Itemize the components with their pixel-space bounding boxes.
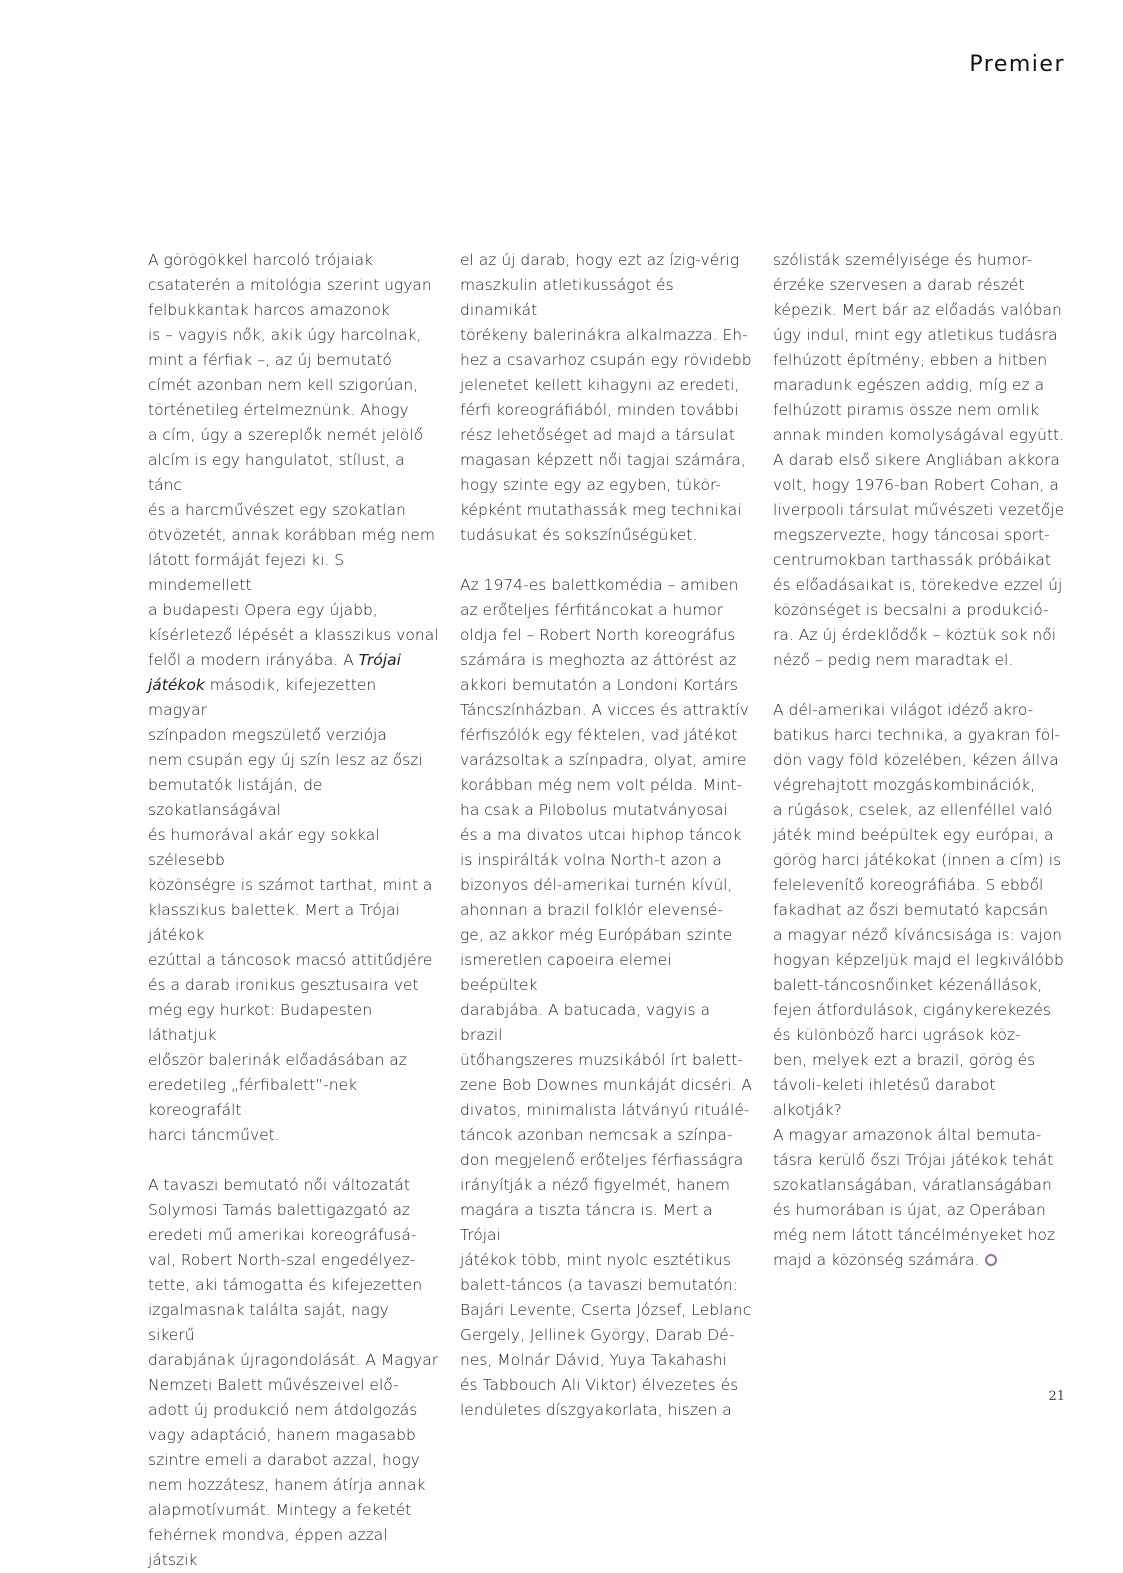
section-title: Premier (969, 52, 1065, 77)
paragraph-text: A dél-amerikai világot idéző akro- batikus harci technika, a gyakran föl- dön vagy föld közelében, kézen állva végrehajtott mozgáskombinációk, a rúgások, cselek, az ellenféllel való játék mind beépültek egy európai, a görög harci játékokat (innen a cím) is felelevenítő koreográfiába. S ebből fakadhat az őszi bemutató kapcsán a magyar néző kíváncsisága is: vajon hogyan képzeljük majd el legkiválóbb balett-táncosnőinket kézenállások, fejen átfordulások, cigánykerekezés és különböző harci ugrások köz- ben, melyek ezt a brazil, görög és távoli-keleti ihletésű darabot alkotják? A magyar amazonok által bemuta- tásra kerülő őszi Trójai játékok tehát szokatlanságában, váratlanságában és humorában is újat, az Operában még nem látott táncélményeket hoz majd a közönség számára. (773, 701, 1064, 1269)
column-2-paragraph-2: Az 1974-es balettkomédia – amiben az erőteljes férfitáncokat a humor oldja fel – Robert North koreográfus számára is meghozta az áttörést az akkori bemutatón a Londoni Kortárs Táncszínházban. A vicces és attraktív férfiszólók egy féktelen, vad játékot varázsoltak a színpadra, olyat, amire korábban még nem volt példa. Mint- ha csak a Pilobolus mutatványosai és a ma divatos utcai hiphop táncok is inspirálták volna North-t azon a bizonyos dél-amerikai turnén kívül, ahonnan a brazil folklór elevensé- ge, az akkor még Európában szinte ismeretlen capoeira elemei beépültek darabjába. A batucada, vagyis a brazil ütőhangszeres muzsikából írt balett- zene Bob Downes munkáját dicséri. A divatos, minimalista látványú rituálé- táncok azonban nemcsak a színpa- don megjelenő erőteljes férfiasságra irányítják a néző figyelmét, hanem magára a tiszta táncra is. Mert a Trójai játékok több, mint nyolc esztétikus balett-táncos (a tavaszi bemutatón: Bajári Levente, Cserta József, Leblanc Gergely, Jellinek György, Darab Dé- nes, Molnár Dávid, Yuya Takahashi és Tabbouch Ali Viktor) élvezetes és lendületes díszgyakorlata, hiszen a (460, 576, 752, 1419)
column-3-paragraph-1: szólisták személyisége és humor- érzéke szervesen a darab részét képezik. Mert bár az előadás valóban úgy indul, mint egy atletikus tudásra felhúzott építmény, ebben a hitben maradunk egészen addig, míg ez a felhúzott piramis össze nem omlik annak minden komolyságával együtt. A darab első sikere Angliában akkora volt, hogy 1976-ban Robert Cohan, a liverpooli társulat művészeti vezetője megszervezte, hogy táncosai sport- centrumokban tarthassák próbáikat és előadásaikat is, törekedve ezzel új közönséget is becsalni a produkció- ra. Az új érdeklődők – köztük sok női néző – pedig nem maradtak el. (773, 251, 1065, 669)
column-3-paragraph-2 (773, 698, 1065, 1273)
italic-title-trojai-jatekok: Trójai játékok (148, 651, 401, 694)
page-number: 21 (1048, 1389, 1065, 1404)
column-2-paragraph-1: el az új darab, hogy ezt az ízig-vérig maszkulin atletikusságot és dinamikát törékeny balerinákra alkalmazza. Eh- hez a csavarhoz csupán egy rövidebb jelenetet kellett kihagyni az eredeti, férfi koreográfiából, minden további rész lehetőséget ad majd a társulat magasan képzett női tagjai számára, hogy szinte egy az egyben, tükör- képként mutathassák meg technikai tudásukat és sokszínűségüket. (460, 251, 752, 544)
paragraph-text: A görögökkel harcoló trójaiak csataterén a mitológia szerint ugyan felbukkantak harcos amazonok is – vagyis nők, akik úgy harcolnak, mint a férfiak –, az új bemutató címét azonban nem kell szigorúan, történetileg értelmeznünk. Ahogy a cím, úgy a szereplők nemét jelölő alcím is egy hangulatot, stílust, a tánc és a harcművészet egy szokatlan ötvözetét, annak korábban még nem látott formáját fejezi ki. S mindemellett a budapesti Opera egy újabb, kísérletező lépését a klasszikus vonal felől a modern irányába. A (148, 251, 439, 669)
column-1-paragraph-1 (148, 248, 440, 1148)
article-column-3 (773, 248, 1065, 1273)
end-of-article-circle-icon (985, 1254, 997, 1266)
paragraph-text: második, kifejezetten magyar színpadon megszülető verziója nem csupán egy új szín lesz az őszi bemutatók listáján, de szokatlanságával és humorával akár egy sokkal szélesebb közönségre is számot tarthat, mint a klasszikus balettek. Mert a Trójai játékok ezúttal a táncosok macsó attitűdjére és a darab ironikus gesztusaira vet még egy hurkot: Budapesten láthatjuk először balerinák előadásában az eredetileg „férfibalett”-nek koreografált harci táncművet. (148, 676, 433, 1144)
article-column-1 (148, 248, 440, 1573)
column-1-paragraph-2: A tavaszi bemutató női változatát Solymosi Tamás balettigazgató az eredeti mű amerikai koreográfusá- val, Robert North-szal engedélyez- tette, aki támogatta és kifejezetten izgalmasnak találta saját, nagy sikerű darabjának újragondolását. A Magyar Nemzeti Balett művészeivel elő- adott új produkció nem átdolgozás vagy adaptáció, hanem magasabb szintre emeli a darabot azzal, hogy nem hozzátesz, hanem átírja annak alapmotívumát. Mintegy a feketét fehérnek mondva, éppen azzal játszik (148, 1176, 439, 1569)
article-column-2 (460, 248, 752, 1423)
